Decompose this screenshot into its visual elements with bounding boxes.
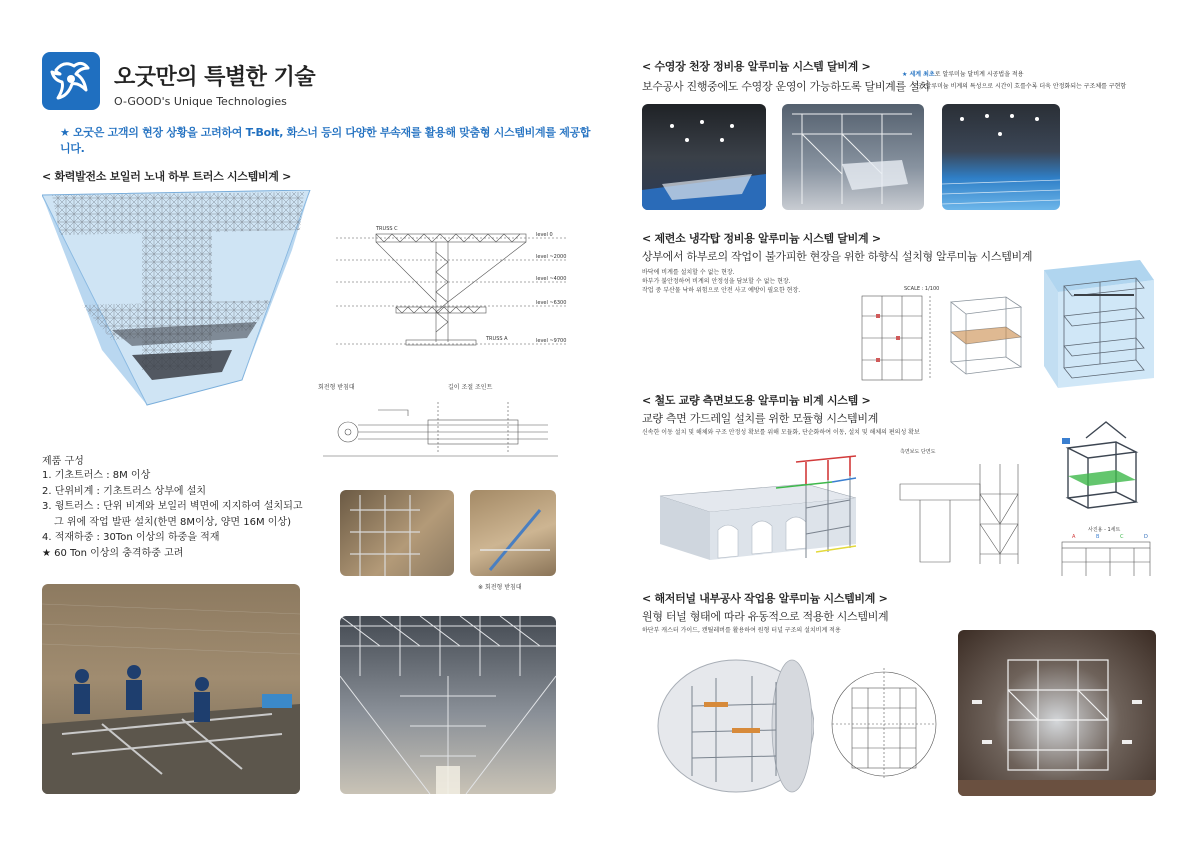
boiler-photo-scaffold	[340, 490, 454, 576]
pool-photo-2	[782, 104, 924, 210]
cooling-section-subtitle: 상부에서 하부로의 작업이 불가피한 현장을 위한 하향식 설치형 알루미늄 시스템비계	[642, 250, 1033, 263]
bridge-section-subtitle: 교량 측면 가드레일 설치를 위한 모듈형 시스템비계	[642, 412, 879, 425]
bridge-section-title: < 철도 교량 측면보도용 알루미늄 비계 시스템 >	[642, 394, 871, 407]
bridge-note: 신속한 이동 설치 및 해체와 구조 안정성 확보를 위해 모듈화, 단순화하여 이동, 설치 및 해체의 편의성 확보	[642, 429, 920, 436]
pool-highlight	[902, 69, 1126, 93]
cooling-notes	[642, 268, 800, 295]
cooling-section-title: < 제련소 냉각탑 정비용 알루미늄 시스템 달비계 >	[642, 232, 881, 245]
boiler-truss-render	[42, 190, 312, 410]
rotating-support-label: 회전형 받침대	[318, 384, 355, 391]
page-subtitle: O-GOOD's Unique Technologies	[114, 95, 287, 108]
length-joint-label: 길이 조절 조인트	[448, 384, 493, 391]
legend-title: 사진용 - 1세트	[1088, 527, 1121, 533]
highlight-text: 로 알루미늄 달비계 시공법을 적용	[934, 71, 1024, 78]
spec-list	[42, 468, 303, 561]
pool-photo-3	[942, 104, 1060, 210]
legend-mark: C	[1120, 534, 1124, 540]
tagline: ★ 오굿은 고객의 현장 상황을 고려하여 T-Bolt, 화스너 등의 다양한 부속재를 활용해 맞춤형 시스템비계를 제공합니다.	[60, 126, 591, 155]
boiler-photo-workers	[42, 584, 300, 794]
truss-label: TRUSS A	[486, 336, 508, 342]
photo-caption: ※ 회전형 받침대	[478, 584, 522, 591]
scale-label: SCALE : 1/100	[904, 286, 940, 292]
bridge-render	[656, 448, 862, 574]
truss-label: TRUSS C	[376, 226, 398, 232]
bridge-legend	[1058, 526, 1154, 578]
tunnel-render	[652, 646, 814, 796]
boiler-photo-rotating-support	[470, 490, 556, 576]
tunnel-note: 하단부 캐스터 가이드, 캔틸레버를 활용하여 원형 터널 구조의 설치비계 적용	[642, 627, 841, 634]
boiler-photo-interior	[340, 616, 556, 794]
pool-photo-1	[642, 104, 766, 210]
spec-item: ★ 60 Ton 이상의 충격하중 고려	[42, 547, 184, 559]
spec-item: 그 위에 작업 발판 설치(한면 8M이상, 양면 16M 이상)	[54, 516, 291, 528]
pool-section-subtitle: 보수공사 진행중에도 수영장 운영이 가능하도록 달비계를 설치	[642, 80, 930, 93]
tunnel-section-subtitle: 원형 터널 형태에 따라 유동적으로 적용한 시스템비계	[642, 610, 889, 623]
spec-item: 2. 단위비계 : 기초트러스 상부에 설치	[42, 485, 207, 497]
level-label: level ~2000	[536, 254, 567, 260]
highlight-text: 오굿 알루미늄 비계의 특성으로 시간이 흐를수록 더욱 안정화되는 구조체를 구현함	[912, 83, 1127, 90]
level-label: level ~9700	[536, 338, 567, 344]
boiler-elevation-drawing	[336, 222, 568, 357]
legend-mark: D	[1144, 534, 1148, 540]
level-label: level ~4000	[536, 276, 567, 282]
bridge-module-render	[1056, 418, 1146, 510]
cooling-note: 바닥에 비계를 설치할 수 없는 현장.	[642, 269, 735, 276]
ogood-logo	[42, 52, 100, 110]
page-title: 오굿만의 특별한 기술	[114, 65, 316, 90]
right-page	[600, 0, 1200, 849]
cooling-note: 작업 중 부산물 낙하 위험으로 안전 사고 예방이 필요한 현장.	[642, 287, 801, 294]
level-label: level 0	[536, 232, 553, 238]
cooling-tower-render	[1040, 256, 1158, 394]
legend-mark: A	[1072, 534, 1076, 540]
legend-mark: B	[1096, 534, 1100, 540]
bridge-drawing-label: 측면보도 단면도	[900, 449, 936, 455]
spec-item: 1. 기초트러스 : 8M 이상	[42, 470, 151, 481]
boiler-section-title: < 화력발전소 보일러 노내 하부 트러스 시스템비계 >	[42, 170, 292, 183]
cooling-module-render	[946, 292, 1026, 382]
tunnel-section-title: < 해저터널 내부공사 작업용 알루미늄 시스템비계 >	[642, 592, 888, 605]
level-label: level ~6300	[536, 300, 567, 306]
spec-item: 4. 적재하중 : 30Ton 이상의 하중을 적재	[42, 532, 220, 543]
joint-detail-drawing	[318, 392, 566, 462]
spec-item: 3. 윙트러스 : 단위 비계와 보일러 벽면에 지지하여 설치되고	[42, 501, 303, 512]
cooling-note: 하부가 불안정하여 비계의 안정성을 담보할 수 없는 현장.	[642, 278, 791, 285]
tunnel-section-drawing	[828, 664, 940, 782]
cooling-elevation-drawing	[856, 286, 942, 386]
tunnel-photo	[958, 630, 1156, 796]
bridge-section-drawing	[890, 444, 1030, 572]
world-first-emphasis: ★ 세계 최초	[902, 71, 935, 78]
spec-heading: 제품 구성	[42, 456, 84, 467]
pool-section-title: < 수영장 천장 정비용 알루미늄 시스템 달비계 >	[642, 60, 871, 73]
